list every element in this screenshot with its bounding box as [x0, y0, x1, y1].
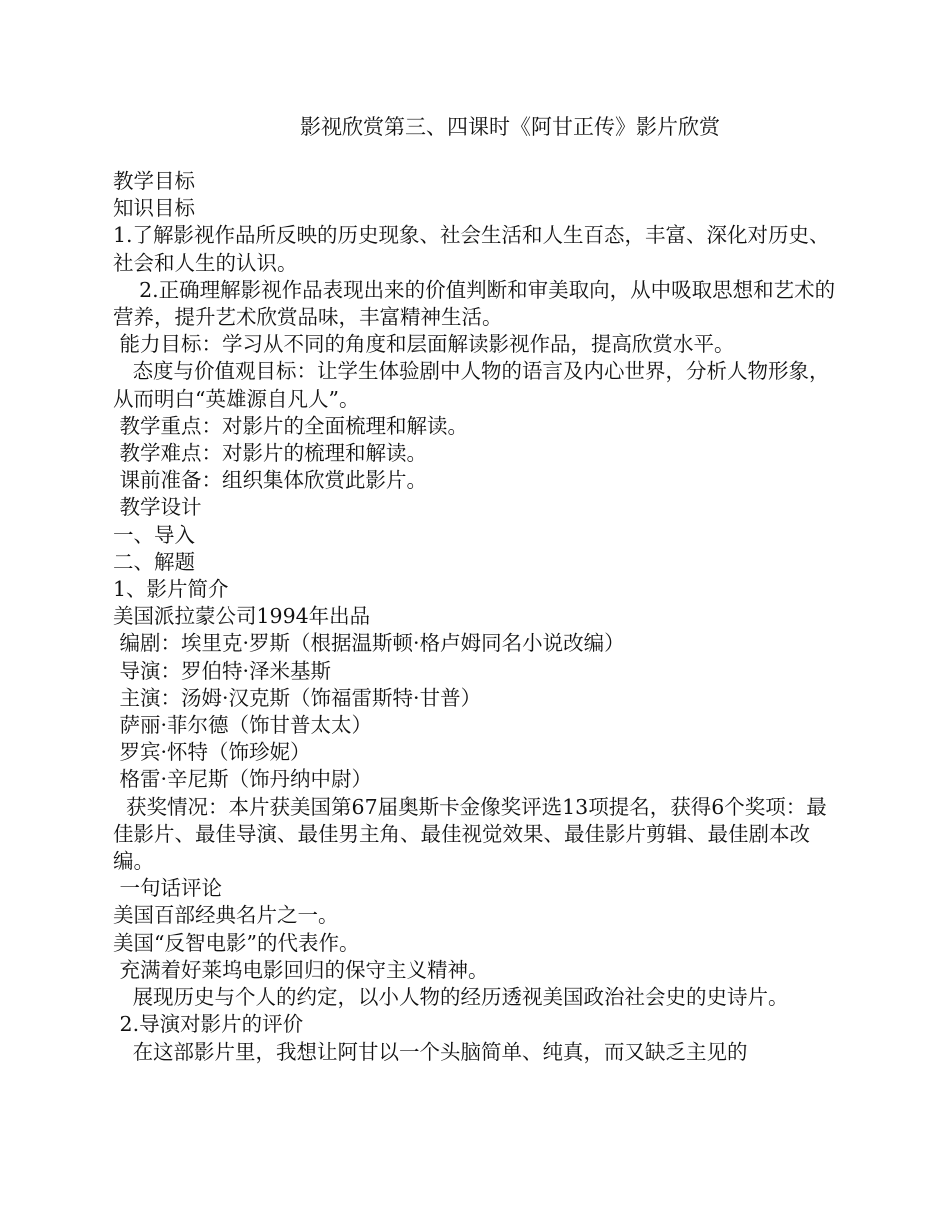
paragraph: 萨丽·菲尔德（饰甘普太太） [113, 713, 373, 738]
paragraph: 二、解题 [113, 549, 195, 574]
paragraph: 美国“反智电影”的代表作。 [113, 930, 360, 955]
paragraph: 教学目标 [113, 169, 195, 193]
paragraph: 教学重点：对影片的全面梳理和解读。 [113, 413, 469, 438]
paragraph: 罗宾·怀特（饰珍妮） [113, 740, 311, 765]
paragraph: 美国派拉蒙公司1994年出品 [113, 604, 371, 629]
paragraph: 1.了解影视作品所反映的历史现象、社会生活和人生百态，丰富、深化对历史、社会和人生的认识。 [113, 223, 830, 275]
document-title: 影视欣赏第三、四课时《阿甘正传》影片欣赏 [300, 115, 720, 139]
paragraph: 展现历史与个人的约定，以小人物的经历透视美国政治社会史的史诗片。 [113, 985, 789, 1010]
paragraph: 编剧：埃里克·罗斯（根据温斯顿·格卢姆同名小说改编） [113, 631, 625, 656]
paragraph: 态度与价值观目标：让学生体验剧中人物的语言及内心世界，分析人物形象，从而明白“英雄源自凡人”。 [113, 359, 830, 411]
paragraph: 导演：罗伯特·泽米基斯 [113, 658, 332, 683]
paragraph: 充满着好莱坞电影回归的保守主义精神。 [113, 957, 489, 982]
paragraph: 教学设计 [113, 495, 202, 520]
paragraph: 在这部影片里，我想让阿甘以一个头脑简单、纯真，而又缺乏主见的 [113, 1039, 748, 1064]
paragraph: 美国百部经典名片之一。 [113, 903, 339, 928]
paragraph: 一句话评论 [113, 876, 223, 901]
paragraph: 教学难点：对影片的梳理和解读。 [113, 441, 428, 466]
paragraph: 1、影片简介 [113, 577, 229, 602]
paragraph: 课前准备：组织集体欣赏此影片。 [113, 468, 428, 493]
paragraph: 能力目标：学习从不同的角度和层面解读影视作品，提高欣赏水平。 [113, 332, 735, 357]
paragraph: 一、导入 [113, 522, 195, 547]
paragraph: 获奖情况：本片获美国第67届奥斯卡金像奖评选13项提名，获得6个奖项：最佳影片、最佳导演、最佳男主角、最佳视觉效果、最佳影片剪辑、最佳剧本改编。 [113, 794, 827, 874]
paragraph: 知识目标 [113, 196, 195, 221]
paragraph: 2.导演对影片的评价 [113, 1012, 304, 1037]
paragraph: 主演：汤姆·汉克斯（饰福雷斯特·甘普） [113, 685, 482, 710]
paragraph: 格雷·辛尼斯（饰丹纳中尉） [113, 767, 373, 792]
paragraph: 2.正确理解影视作品表现出来的价值判断和审美取向，从中吸取思想和艺术的营养，提升艺术欣赏品味，丰富精神生活。 [113, 277, 836, 330]
document-body [113, 168, 843, 1066]
